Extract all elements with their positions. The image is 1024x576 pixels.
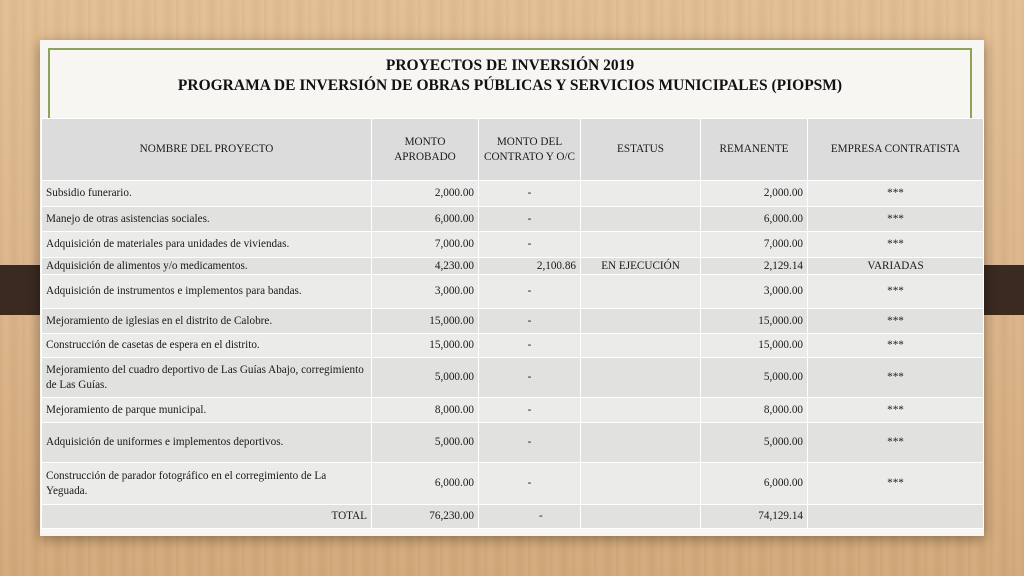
cell-remanente: 7,000.00 <box>701 232 808 258</box>
cell-monto-aprobado: 6,000.00 <box>372 207 479 232</box>
cell-estatus <box>581 232 701 258</box>
cell-monto-contrato: - <box>479 423 581 463</box>
total-empresa <box>808 505 984 529</box>
cell-monto-aprobado: 6,000.00 <box>372 463 479 505</box>
projects-table <box>41 118 984 529</box>
cell-monto-aprobado: 8,000.00 <box>372 398 479 423</box>
table-row <box>42 463 984 505</box>
table-row <box>42 207 984 232</box>
table-row <box>42 334 984 358</box>
cell-monto-aprobado: 5,000.00 <box>372 423 479 463</box>
cell-nombre: Manejo de otras asistencias sociales. <box>42 207 372 232</box>
cell-estatus <box>581 181 701 207</box>
cell-nombre: Adquisición de materiales para unidades de viviendas. <box>42 232 372 258</box>
cell-monto-aprobado: 2,000.00 <box>372 181 479 207</box>
table-row <box>42 181 984 207</box>
background-band-left <box>0 265 42 315</box>
header-nombre: NOMBRE DEL PROYECTO <box>42 119 372 181</box>
cell-estatus <box>581 398 701 423</box>
cell-nombre: Mejoramiento del cuadro deportivo de Las Guías Abajo, corregimiento de Las Guías. <box>42 358 372 398</box>
slide-title <box>48 56 972 96</box>
table-row <box>42 398 984 423</box>
cell-estatus <box>581 309 701 334</box>
cell-monto-contrato: - <box>479 275 581 309</box>
cell-remanente: 2,000.00 <box>701 181 808 207</box>
header-remanente: REMANENTE <box>701 119 808 181</box>
cell-monto-aprobado: 7,000.00 <box>372 232 479 258</box>
cell-empresa: *** <box>808 423 984 463</box>
cell-remanente: 15,000.00 <box>701 334 808 358</box>
total-monto-aprobado: 76,230.00 <box>372 505 479 529</box>
cell-remanente: 8,000.00 <box>701 398 808 423</box>
header-estatus: ESTATUS <box>581 119 701 181</box>
cell-monto-contrato: - <box>479 358 581 398</box>
cell-remanente: 15,000.00 <box>701 309 808 334</box>
cell-nombre: Adquisición de alimentos y/o medicamentos. <box>42 258 372 275</box>
cell-empresa: *** <box>808 334 984 358</box>
cell-monto-aprobado: 3,000.00 <box>372 275 479 309</box>
cell-monto-contrato: - <box>479 207 581 232</box>
cell-empresa: *** <box>808 463 984 505</box>
cell-nombre: Adquisición de uniformes e implementos deportivos. <box>42 423 372 463</box>
table-row <box>42 358 984 398</box>
cell-nombre: Adquisición de instrumentos e implementos para bandas. <box>42 275 372 309</box>
header-monto-contrato: MONTO DEL CONTRATO Y O/C <box>479 119 581 181</box>
cell-empresa: *** <box>808 232 984 258</box>
cell-empresa: *** <box>808 309 984 334</box>
cell-remanente: 2,129.14 <box>701 258 808 275</box>
total-estatus <box>581 505 701 529</box>
table-row <box>42 423 984 463</box>
cell-remanente: 5,000.00 <box>701 358 808 398</box>
title-line-2: PROGRAMA DE INVERSIÓN DE OBRAS PÚBLICAS Y SERVICIOS MUNICIPALES (PIOPSM) <box>177 77 843 94</box>
cell-estatus <box>581 463 701 505</box>
cell-remanente: 6,000.00 <box>701 207 808 232</box>
cell-estatus <box>581 334 701 358</box>
header-monto-aprobado: MONTO APROBADO <box>372 119 479 181</box>
cell-nombre: Construcción de parador fotográfico en el corregimiento de La Yeguada. <box>42 463 372 505</box>
table-row <box>42 275 984 309</box>
cell-monto-aprobado: 4,230.00 <box>372 258 479 275</box>
cell-empresa: *** <box>808 358 984 398</box>
total-label: TOTAL <box>42 505 372 529</box>
cell-nombre: Construcción de casetas de espera en el distrito. <box>42 334 372 358</box>
cell-monto-contrato: - <box>479 309 581 334</box>
cell-remanente: 3,000.00 <box>701 275 808 309</box>
cell-estatus: EN EJECUCIÓN <box>581 258 701 275</box>
table-row <box>42 232 984 258</box>
cell-monto-contrato: - <box>479 334 581 358</box>
cell-nombre: Mejoramiento de iglesias en el distrito de Calobre. <box>42 309 372 334</box>
total-monto-contrato: - <box>479 505 581 529</box>
cell-monto-aprobado: 15,000.00 <box>372 309 479 334</box>
cell-monto-aprobado: 5,000.00 <box>372 358 479 398</box>
cell-empresa: *** <box>808 398 984 423</box>
table-row <box>42 309 984 334</box>
table-total-row <box>42 505 984 529</box>
cell-empresa: *** <box>808 181 984 207</box>
cell-estatus <box>581 358 701 398</box>
cell-empresa: *** <box>808 207 984 232</box>
cell-nombre: Mejoramiento de parque municipal. <box>42 398 372 423</box>
cell-monto-contrato: - <box>479 463 581 505</box>
cell-monto-aprobado: 15,000.00 <box>372 334 479 358</box>
cell-estatus <box>581 207 701 232</box>
cell-remanente: 6,000.00 <box>701 463 808 505</box>
cell-remanente: 5,000.00 <box>701 423 808 463</box>
title-line-1: PROYECTOS DE INVERSIÓN 2019 <box>385 57 635 74</box>
cell-nombre: Subsidio funerario. <box>42 181 372 207</box>
cell-monto-contrato: - <box>479 181 581 207</box>
cell-monto-contrato: - <box>479 232 581 258</box>
cell-monto-contrato: - <box>479 398 581 423</box>
cell-estatus <box>581 423 701 463</box>
total-remanente: 74,129.14 <box>701 505 808 529</box>
cell-monto-contrato: 2,100.86 <box>479 258 581 275</box>
cell-estatus <box>581 275 701 309</box>
table-row <box>42 258 984 275</box>
cell-empresa: VARIADAS <box>808 258 984 275</box>
table-header-row <box>42 119 984 181</box>
background-band-right <box>980 265 1024 315</box>
header-empresa: EMPRESA CONTRATISTA <box>808 119 984 181</box>
cell-empresa: *** <box>808 275 984 309</box>
